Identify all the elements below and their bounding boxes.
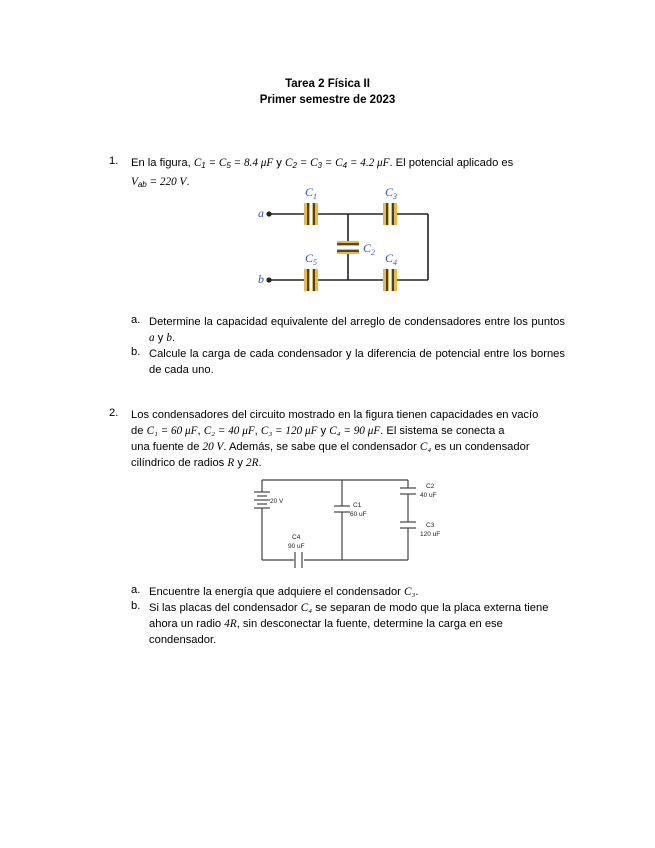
capacitor-2-c4 [295,552,302,568]
battery-20v [254,492,270,508]
source-label: 20 V [270,498,284,505]
c2-name: C2 [426,483,435,490]
item-1b-letter: b. [131,346,141,358]
capacitor-2-c3 [400,522,416,528]
c3-value: 120 uF [420,531,441,538]
circuit-figure-2 [250,472,460,572]
label-c3: $C_3$ [385,185,398,201]
c4-name: C4 [292,534,301,541]
p1-line1-left: En la figura, $C_1 = C_5 = 8.4$ μF y $C_2 = C_3 = C_4 = 4.2$ μF. El potencial aplicado es [131,157,514,170]
c2-value: 40 uF [420,492,437,499]
capacitor-c2 [337,241,359,254]
problem-2-line-3: una fuente de 20 V. Además, se sabe que el condensador C₄ es un condensador [131,441,530,453]
problem-1-line-1 [131,155,565,174]
c1-value: 60 uF [350,511,367,518]
capacitor-c5 [304,269,318,291]
c3-name: C3 [426,522,435,529]
problem-2-line-4: cilíndrico de radios R y 2R. [131,457,262,469]
c1-name: C1 [353,502,362,509]
capacitor-c4 [383,269,397,291]
label-c2: $C_2$ [363,241,376,257]
item-2b-line-2: ahora un radio 4R, sin desconectar la fuente, determine la carga en ese [149,618,503,630]
item-1a-letter: a. [131,314,141,326]
label-c5: $C_5$ [305,251,318,267]
problem-1-number: 1. [109,155,119,167]
node-a-label: a [258,206,264,220]
item-2b-line-1: Si las placas del condensador C₄ se separan de modo que la placa externa tiene [149,602,549,614]
page-title: Tarea 2 Física II [285,78,370,90]
item-2a-letter: a. [131,584,141,596]
circuit-figure-1 [255,182,435,294]
capacitor-2-c1 [334,506,350,512]
page-subtitle: Primer semestre de 2023 [259,94,396,106]
item-2a-text: Encuentre la energía que adquiere el condensador C₃. [149,586,419,598]
capacitor-c1 [304,203,318,225]
item-1a-text: Determine la capacidad equivalente del arreglo de condensadores entre los puntos a y b. [149,316,565,344]
c4-value: 90 uF [288,543,305,550]
capacitor-2-c2 [400,488,416,494]
terminal-b [266,277,271,282]
node-b-label: b [258,272,264,286]
capacitor-c3 [383,203,397,225]
label-c1: $C_1$ [305,185,318,201]
terminal-a [266,211,271,216]
problem-1-line-2: $V_{ab} = 220$ V. [131,176,190,189]
item-1b-text: Calcule la carga de cada condensador y la diferencia de potencial entre los bornes de cada uno. [149,348,565,376]
item-2b-line-3: condensador. [149,634,217,646]
item-2b-text [149,600,565,648]
problem-2-line-1: Los condensadores del circuito mostrado en la figura tienen capacidades en vacío [131,409,539,421]
item-2b-letter: b. [131,600,141,612]
label-c4: $C_4$ [385,251,398,267]
problem-2-line-2: de C₁ = 60 μF, C₂ = 40 μF, C₃ = 120 μF y C₄ = 90 μF. El sistema se conecta a [131,425,505,437]
problem-2-number: 2. [109,407,119,419]
problem-2-statement [131,407,565,471]
